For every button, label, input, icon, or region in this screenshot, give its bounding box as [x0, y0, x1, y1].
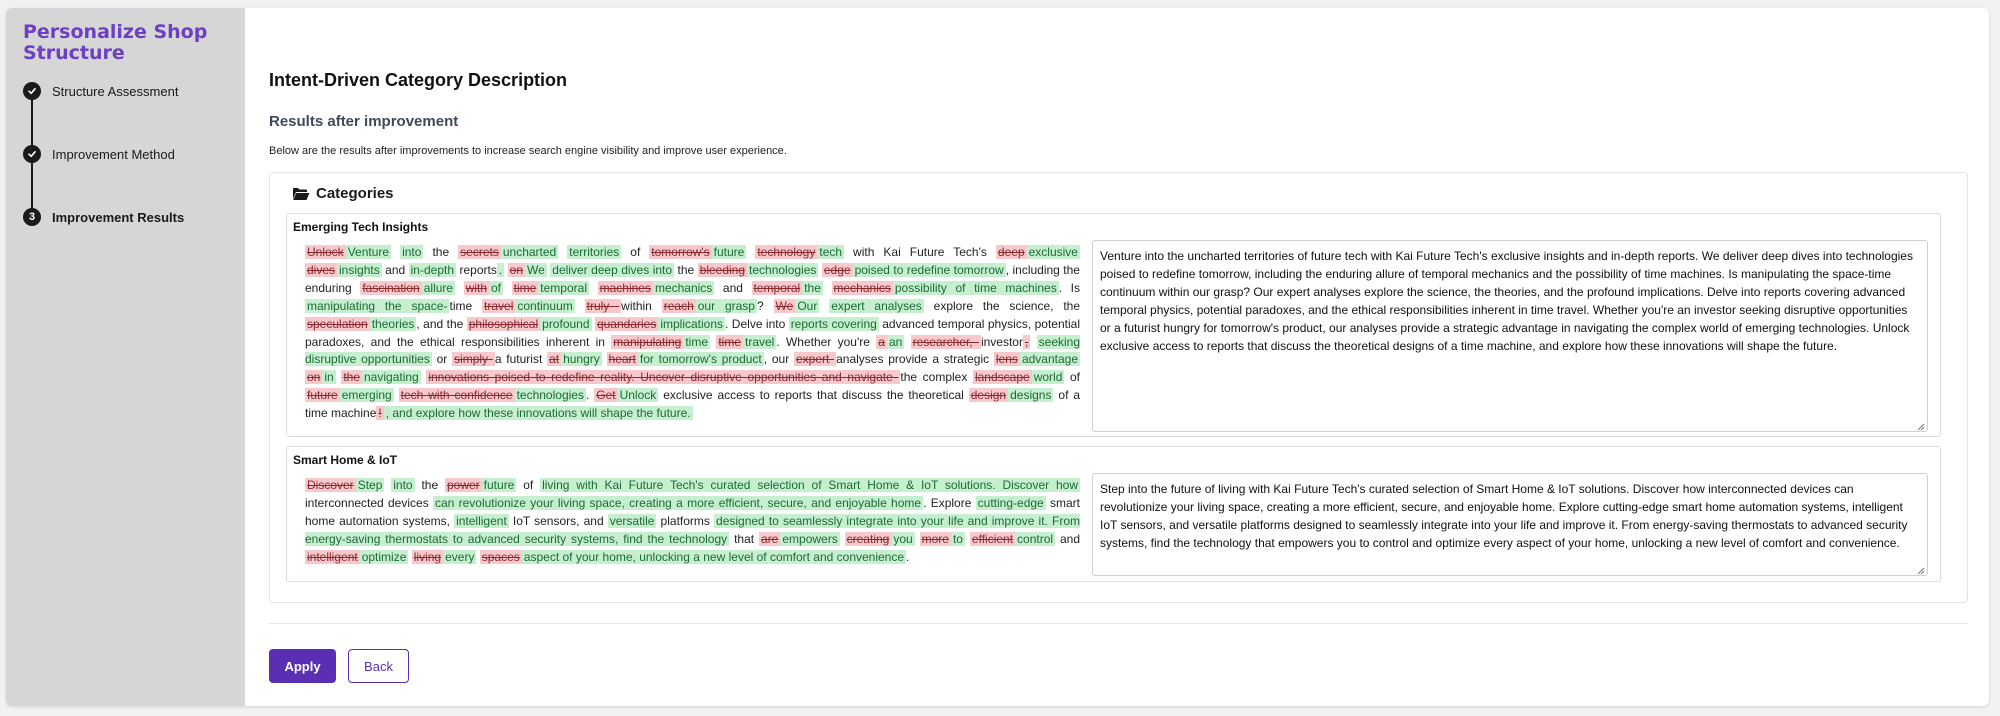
diff-deleted: intelligent — [307, 549, 358, 564]
diff-inserted: Venture — [347, 245, 390, 259]
diff-unchanged: the — [423, 245, 459, 259]
diff-unchanged: of — [621, 245, 650, 259]
diff-deleted: on — [509, 262, 523, 277]
diff-unchanged: . Is — [1058, 280, 1080, 295]
diff-deleted: dives — [307, 262, 336, 277]
footer-divider — [269, 623, 1968, 624]
diff-deleted: , — [1024, 334, 1029, 349]
result-textarea[interactable] — [1092, 240, 1928, 432]
action-bar — [269, 649, 409, 683]
diff-inserted: future — [713, 245, 745, 259]
diff-deleted: truly — [586, 298, 620, 313]
diff-unchanged — [819, 299, 829, 313]
diff-inserted: of — [491, 280, 502, 295]
diff-inserted: an — [888, 334, 903, 349]
diff-inserted: empowers — [782, 531, 838, 546]
diff-view — [293, 240, 1080, 432]
step-improvement-results[interactable] — [23, 208, 184, 226]
diff-unchanged: reports — [456, 262, 497, 277]
diff-unchanged — [746, 245, 755, 259]
diff-deleted: creating — [846, 531, 890, 546]
diff-deleted: quandaries — [596, 316, 657, 331]
diff-deleted: power — [446, 478, 480, 492]
diff-inserted: manipulating the space- — [307, 298, 448, 313]
diff-unchanged — [904, 335, 910, 349]
diff-unchanged: platforms — [656, 513, 715, 528]
diff-deleted: mechanics — [833, 280, 891, 295]
diff-inserted: reports covering — [790, 316, 877, 331]
diff-unchanged — [455, 281, 464, 295]
diff-deleted: fascination — [362, 280, 420, 295]
diff-unchanged: smart home automation systems, — [305, 495, 1081, 528]
diff-deleted: time — [718, 334, 741, 349]
diff-unchanged: of a time machine — [305, 388, 1081, 421]
diff-inserted: deliver deep dives into — [552, 262, 673, 277]
diff-inserted: allure — [423, 280, 454, 295]
category-card — [286, 213, 1941, 437]
category-card — [286, 446, 1941, 582]
diff-deleted: researcher, — [912, 334, 979, 349]
diff-unchanged: the complex — [900, 370, 973, 385]
step-label: Improvement Method — [52, 146, 175, 162]
diff-unchanged: of — [516, 478, 541, 492]
folder-open-icon — [292, 187, 310, 201]
diff-inserted: uncharted — [502, 245, 557, 259]
diff-inserted: temporal — [540, 280, 587, 295]
diff-deleted: manipulating — [613, 334, 682, 349]
diff-unchanged: time — [449, 298, 483, 313]
section-description: Below are the results after improvements to increase search engine visibility and improve user experience. — [269, 145, 787, 157]
diff-deleted: heart — [608, 352, 636, 367]
diff-deleted: machines — [599, 280, 651, 295]
diff-inserted: can revolutionize your living space, creating a more efficient, secure, and enjoyable home — [434, 495, 922, 510]
step-number: 3 — [23, 208, 41, 226]
diff-unchanged — [394, 388, 399, 402]
diff-deleted: at — [549, 352, 560, 367]
diff-inserted: our grasp — [697, 298, 755, 313]
sidebar — [6, 8, 245, 706]
diff-deleted: time — [513, 280, 537, 295]
diff-deleted: speculation — [307, 316, 368, 331]
diff-unchanged: a futurist — [494, 352, 548, 367]
diff-unchanged: and — [381, 262, 409, 277]
diff-unchanged: investor — [980, 334, 1023, 349]
diff-deleted: deep — [997, 245, 1025, 259]
diff-inserted: living with Kai Future Tech's curated selection of Smart Home & IoT solutions. Discover how — [542, 478, 1079, 492]
resize-handle-icon[interactable] — [1915, 563, 1925, 573]
diff-inserted: exclusive — [1028, 245, 1078, 259]
diff-unchanged: with Kai Future Tech's — [844, 245, 996, 259]
diff-inserted: Our — [797, 298, 818, 313]
diff-inserted: hungry — [563, 352, 600, 367]
diff-inserted: into — [402, 245, 422, 259]
diff-unchanged: exclusive access to reports that discuss the theoretical — [658, 388, 969, 403]
diff-view — [293, 473, 1080, 576]
result-text: Venture into the uncharted territories of future tech with Kai Future Tech's exclusive insights and in-depth reports. We deliver deep dives into technologies poised to redefine tomorrow, including the enduring allure of temporal mechanics and the possibility of time machines. Is manipulating the space-time continuum within our grasp? Our expert analyses explore the science, the theories, and the profound implications. Delve into reports covering advanced temporal physics, potential paradoxes, and the ethical responsibilities inherent in time travel. Whether you're an investor seeking disruptive opportunities or a futurist hungry for tomorrow's product, our analyses provide a strategic advantage in navigating the complex world of emerging technologies. Unlock exclusive access to reports that discuss the theoretical designs of a time machine, and explore how these innovations will shape the future. — [1100, 249, 1913, 353]
sidebar-title: Personalize Shop Structure — [23, 21, 208, 64]
diff-deleted: philosophical — [468, 316, 539, 331]
diff-inserted: cutting-edge — [977, 495, 1044, 510]
diff-unchanged — [602, 352, 607, 366]
diff-inserted: . — [498, 262, 503, 277]
diff-deleted: ! — [378, 406, 382, 421]
diff-deleted: secrets — [460, 245, 499, 259]
diff-inserted: emerging — [341, 388, 392, 403]
diff-unchanged: and — [714, 280, 752, 295]
diff-inserted: , and explore how these innovations will shape the future. — [385, 406, 691, 421]
diff-unchanged: and — [1055, 531, 1081, 546]
diff-unchanged — [391, 245, 400, 259]
diff-unchanged: within — [621, 298, 662, 313]
section-subtitle: Results after improvement — [269, 113, 459, 130]
diff-inserted: aspect of your home, unlocking a new level of comfort and convenience — [523, 549, 905, 564]
step-label: Structure Assessment — [52, 83, 179, 99]
diff-unchanged — [915, 532, 920, 546]
diff-unchanged: IoT sensors, and — [508, 513, 608, 528]
diff-inserted: expert analyses — [831, 298, 922, 313]
step-improvement-method[interactable] — [23, 145, 175, 163]
diff-unchanged: . — [585, 388, 595, 403]
diff-deleted: design — [970, 388, 1007, 403]
category-name: Emerging Tech Insights — [293, 220, 429, 234]
diff-unchanged — [823, 281, 832, 295]
diff-unchanged — [503, 281, 512, 295]
diff-unchanged: . — [906, 549, 910, 564]
apply-button[interactable]: Apply — [269, 649, 336, 683]
diff-inserted: versatile — [609, 513, 655, 528]
diff-unchanged: that — [729, 531, 760, 546]
diff-deleted: spaces — [481, 549, 520, 564]
diff-unchanged — [589, 281, 598, 295]
diff-deleted: Discover — [307, 478, 354, 492]
diff-deleted: on — [307, 370, 321, 385]
diff-deleted: with — [465, 280, 487, 295]
diff-inserted: designed to seamlessly integrate into your life and improve it. From energy-saving thermostats to advanced security systems, find the technology — [305, 513, 1080, 546]
diff-inserted: into — [393, 478, 413, 492]
diff-inserted: tech — [819, 245, 843, 259]
diff-unchanged: , including the enduring — [305, 262, 1080, 295]
diff-deleted: Get — [596, 388, 616, 403]
diff-unchanged — [558, 245, 567, 259]
diff-deleted: reach — [663, 298, 694, 313]
diff-inserted: insights — [339, 262, 380, 277]
diff-deleted: expert — [795, 352, 835, 367]
diff-inserted: territories — [569, 245, 620, 259]
diff-deleted: future — [307, 388, 338, 403]
result-textarea[interactable] — [1092, 473, 1928, 576]
resize-handle-icon[interactable] — [1915, 419, 1925, 429]
check-icon — [23, 145, 41, 163]
diff-inserted: designs — [1010, 388, 1052, 403]
diff-unchanged: . Delve into — [725, 316, 789, 331]
diff-inserted: you — [893, 531, 913, 546]
diff-unchanged: interconnected devices — [305, 495, 433, 510]
diff-deleted: the — [343, 370, 360, 385]
diff-inserted: to — [952, 531, 963, 546]
diff-inserted: in — [324, 370, 334, 385]
diff-inserted: seeking disruptive opportunities — [305, 334, 1081, 367]
diff-deleted: tomorrow's — [651, 245, 710, 259]
diff-deleted: landscape — [974, 370, 1030, 385]
diff-inserted: advantage — [1021, 352, 1078, 367]
diff-deleted: innovations poised to redefine reality. Uncover disruptive opportunities and navigate — [428, 370, 899, 385]
diff-inserted: technologies — [749, 262, 817, 277]
diff-unchanged: explore the science, the — [923, 298, 1080, 313]
page-title: Intent-Driven Category Description — [269, 70, 568, 90]
diff-deleted: lens — [995, 352, 1018, 367]
diff-unchanged: the — [674, 262, 698, 277]
diff-deleted: tech with confidence — [400, 388, 513, 403]
diff-inserted: mechanics — [654, 280, 713, 295]
diff-unchanged: . Explore — [923, 495, 976, 510]
diff-unchanged: advanced temporal physics, potential paradoxes, and the ethical responsibilities inherent in — [305, 316, 1080, 349]
diff-deleted: temporal — [753, 280, 801, 295]
diff-inserted: poised to redefine tomorrow — [854, 262, 1004, 277]
diff-deleted: efficient — [971, 531, 1014, 546]
back-button[interactable]: Back — [348, 649, 409, 683]
diff-inserted: travel — [745, 334, 775, 349]
diff-inserted: implications — [660, 316, 724, 331]
diff-inserted: for tomorrow's product — [639, 352, 762, 367]
diff-deleted: simply — [454, 352, 493, 367]
app-window — [6, 8, 1989, 706]
main-content — [245, 8, 1989, 706]
categories-header — [292, 185, 1945, 202]
diff-deleted: more — [921, 531, 949, 546]
diff-inserted: control — [1017, 531, 1054, 546]
category-name: Smart Home & IoT — [293, 453, 398, 467]
diff-unchanged: , and the — [416, 316, 467, 331]
categories-label: Categories — [316, 185, 394, 202]
diff-unchanged — [1030, 335, 1036, 349]
diff-inserted: time — [685, 334, 709, 349]
diff-deleted: Unlock — [307, 245, 344, 259]
diff-inserted: in-depth — [410, 262, 455, 277]
diff-inserted: every — [445, 549, 475, 564]
diff-deleted: bleeding — [699, 262, 746, 277]
diff-unchanged: of — [1064, 370, 1080, 385]
diff-unchanged — [575, 299, 585, 313]
diff-unchanged: or — [431, 352, 453, 367]
diff-unchanged: . Whether you're — [776, 334, 877, 349]
diff-deleted: We — [775, 298, 794, 313]
diff-unchanged — [840, 532, 845, 546]
diff-inserted: navigating — [364, 370, 419, 385]
diff-unchanged: analyses provide a strategic — [836, 352, 994, 367]
diff-deleted: living — [413, 549, 442, 564]
diff-inserted: theories — [371, 316, 415, 331]
diff-deleted: travel — [484, 298, 514, 313]
diff-inserted: possibility of time machines — [894, 280, 1057, 295]
step-label: Improvement Results — [52, 209, 185, 225]
check-icon — [23, 82, 41, 100]
diff-inserted: Step — [357, 478, 383, 492]
diff-unchanged: ? — [756, 298, 774, 313]
diff-unchanged: , our — [763, 352, 794, 367]
diff-inserted: continuum — [517, 298, 573, 313]
result-text: Step into the future of living with Kai Future Tech's curated selection of Smart Home & IoT solutions. Discover how interconnected devices can revolutionize your living space, creating a more efficient, secure, and enjoyable home. Explore cutting-edge smart home automation systems, intelligent IoT sensors, and versatile platforms designed to seamlessly integrate into your life and improve it. From energy-saving thermostats to advanced security systems, find the technology that empowers you to control and optimize every aspect of your home, unlocking a new level of comfort and convenience. — [1100, 482, 1908, 550]
diff-inserted: world — [1033, 370, 1063, 385]
diff-inserted: profound — [542, 316, 590, 331]
categories-card — [269, 172, 1968, 603]
diff-inserted: We — [527, 262, 545, 277]
diff-inserted: intelligent — [456, 513, 507, 528]
diff-inserted: the — [804, 280, 821, 295]
diff-deleted: technology — [757, 245, 816, 259]
diff-deleted: a — [878, 334, 885, 349]
diff-inserted: optimize — [361, 549, 407, 564]
diff-unchanged: the — [414, 478, 445, 492]
step-structure-assessment[interactable] — [23, 82, 178, 100]
diff-inserted: technologies — [516, 388, 584, 403]
diff-deleted: are — [761, 531, 779, 546]
diff-deleted: edge — [823, 262, 851, 277]
diff-inserted: Unlock — [619, 388, 657, 403]
diff-inserted: future — [483, 478, 515, 492]
